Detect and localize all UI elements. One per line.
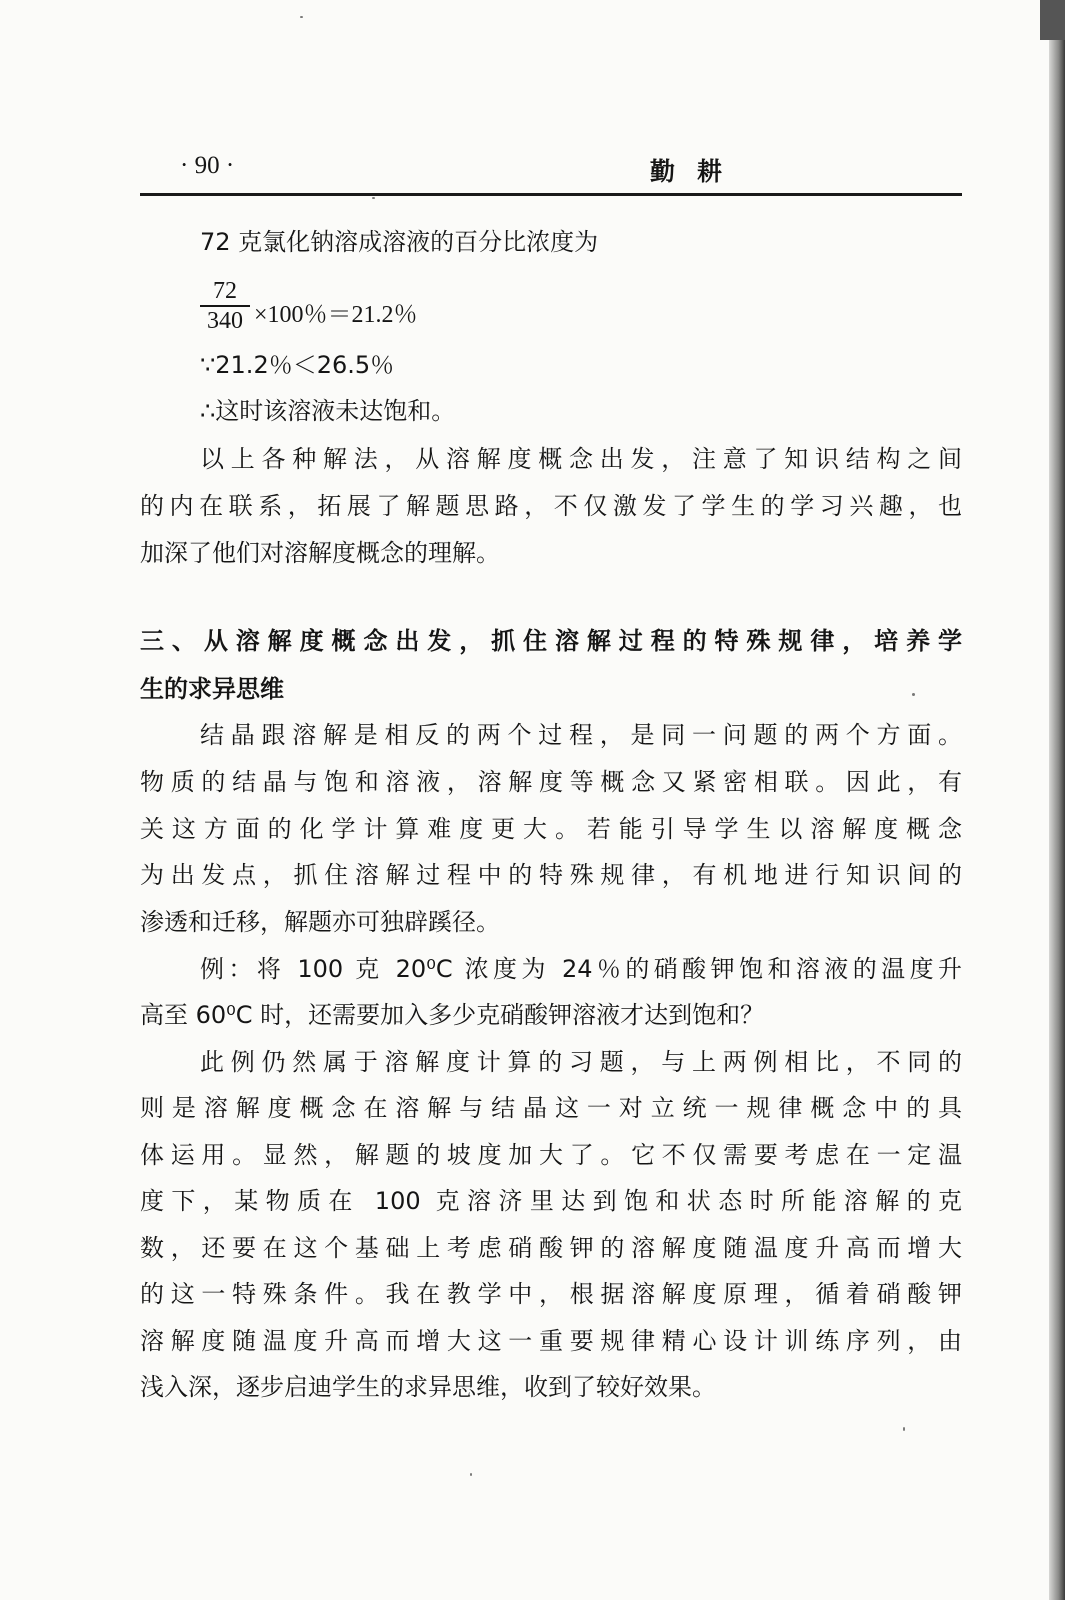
- paragraph-line: 则是溶解度概念在溶解与结晶这一对立统一规律概念中的具: [140, 1094, 962, 1122]
- paragraph-line: 加深了他们对溶解度概念的理解。: [140, 539, 500, 567]
- paragraph-line: 物质的结晶与饱和溶液，溶解度等概念又紧密相联。因此，有: [140, 768, 962, 796]
- page-corner-shadow: [1040, 0, 1065, 40]
- scan-speck: [470, 1473, 472, 1476]
- section-heading: 生的求异思维: [140, 675, 284, 703]
- paragraph-line: 溶解度随温度升高而增大这一重要规律精心设计训练序列，由: [140, 1327, 962, 1355]
- paragraph-line: 此例仍然属于溶解度计算的习题，与上两例相比，不同的: [200, 1048, 962, 1076]
- paragraph-line: 数，还要在这个基础上考虑硝酸钾的溶解度随温度升高而增大: [140, 1234, 962, 1262]
- scan-speck: [300, 16, 303, 18]
- fraction: [200, 278, 250, 335]
- fraction-denominator: 340: [207, 308, 243, 334]
- page-number: · 90 ·: [180, 152, 235, 179]
- page-header: [140, 150, 962, 190]
- example-line: 例：将 100 克 20⁰C 浓度为 24％的硝酸钾饱和溶液的温度升: [200, 955, 962, 983]
- section-heading: 三、从溶解度概念出发，抓住溶解过程的特殊规律，培养学: [140, 627, 962, 655]
- page-edge-shadow: [1049, 0, 1065, 1600]
- paragraph-line: 浅入深，逐步启迪学生的求异思维，收到了较好效果。: [140, 1373, 716, 1401]
- running-title: 勤耕: [650, 157, 745, 186]
- scan-speck: [372, 197, 375, 199]
- formula-result: ×100％＝21.2％: [254, 302, 418, 328]
- example-line: 高至 60⁰C 时，还需要加入多少克硝酸钾溶液才达到饱和？: [140, 1001, 765, 1029]
- paragraph-line: 度下，某物质在 100 克溶济里达到饱和状态时所能溶解的克: [140, 1187, 962, 1215]
- header-rule: [140, 193, 962, 196]
- paragraph-line: 结晶跟溶解是相反的两个过程，是同一问题的两个方面。: [200, 721, 962, 749]
- paragraph-line: 体运用。显然，解题的坡度加大了。它不仅需要考虑在一定温: [140, 1141, 962, 1169]
- scan-speck: [912, 693, 915, 696]
- paragraph-line: 为出发点，抓住溶解过程中的特殊规律，有机地进行知识间的: [140, 861, 962, 889]
- paragraph-line: 渗透和迁移，解题亦可独辟蹊径。: [140, 908, 500, 936]
- paragraph-line: 的这一特殊条件。我在教学中，根据溶解度原理，循着硝酸钾: [140, 1280, 962, 1308]
- paragraph-line: 以上各种解法，从溶解度概念出发，注意了知识结构之间: [200, 445, 962, 473]
- because-line: ∵21.2％＜26.5％: [200, 351, 395, 379]
- paragraph-line: 关这方面的化学计算难度更大。若能引导学生以溶解度概念: [140, 815, 962, 843]
- scan-speck: [903, 1427, 905, 1431]
- therefore-line: ∴这时该溶液未达饱和。: [200, 397, 456, 425]
- paragraph-line: 的内在联系，拓展了解题思路，不仅激发了学生的学习兴趣，也: [140, 492, 962, 520]
- formula-intro: 72 克氯化钠溶成溶液的百分比浓度为: [200, 228, 599, 256]
- fraction-numerator: 72: [200, 278, 250, 307]
